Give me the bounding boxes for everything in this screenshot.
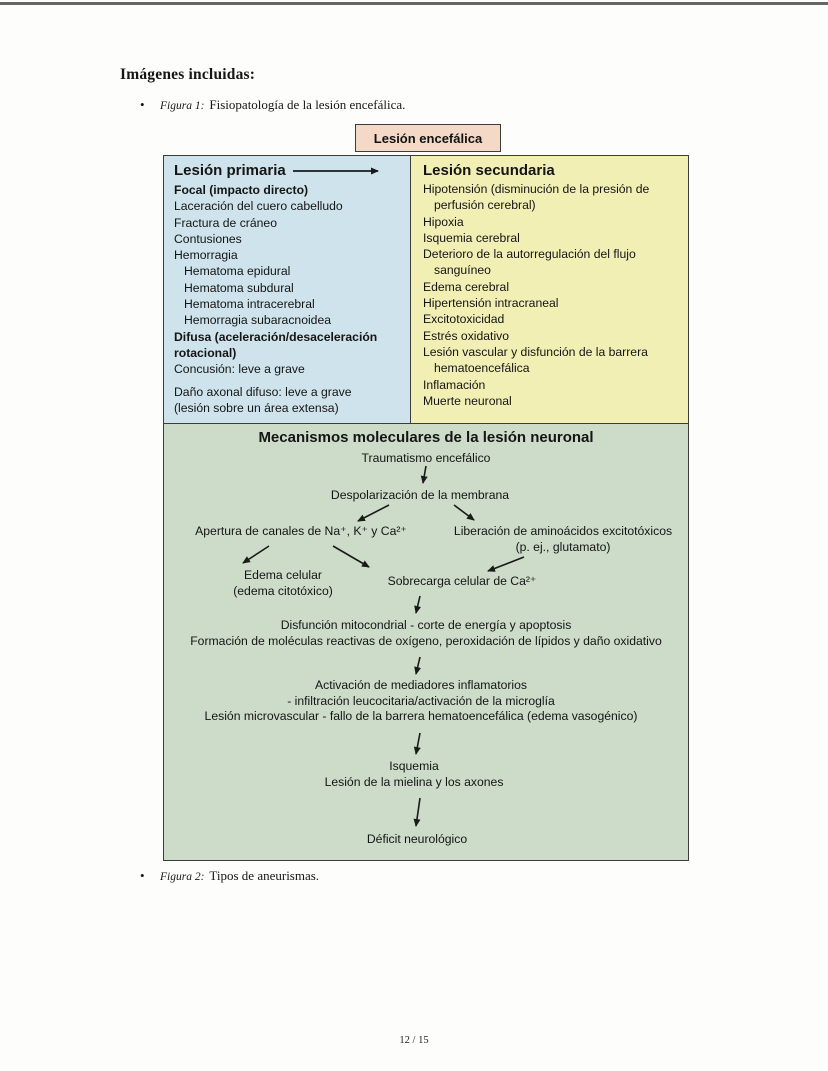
primary-to-secondary-arrow-icon: [292, 165, 388, 177]
list-item: Laceración del cuero cabelludo: [174, 199, 343, 214]
list-item: Lesión vascular y disfunción de la barrera hematoencefálica: [423, 344, 648, 376]
primary-title-row: [174, 162, 404, 179]
list-item: Hemorragia subaracnoidea: [184, 313, 332, 328]
flow-line: Isquemia: [389, 759, 439, 773]
list-item: Difusa (aceleración/desaceleración rotacional): [174, 329, 378, 360]
flow-line: (edema citotóxico): [233, 583, 333, 598]
list-item: Hematoma intracerebral: [184, 297, 315, 312]
flow-node-cell-edema: [233, 568, 333, 599]
bullet-dot: •: [140, 97, 145, 112]
flow-line: Liberación de aminoácidos excitotóxicos: [453, 524, 673, 538]
list-item: Inflamación: [423, 377, 486, 392]
flow-line: Lesión microvascular - fallo de la barrera hematoencefálica (edema vasogénico): [204, 709, 638, 723]
list-item: Concusión: leve a grave: [174, 362, 305, 377]
diagram-title-box: [355, 124, 501, 152]
list-item: Hematoma subdural: [184, 280, 294, 295]
list-item: Hipertensión intracraneal: [423, 296, 559, 311]
flow-line: Disfunción mitocondrial - corte de energía y apoptosis: [280, 618, 572, 632]
list-item: Hipotensión (disminución de la presión de perfusión cerebral): [423, 182, 650, 213]
diagram-title: Lesión encefálica: [373, 130, 483, 146]
flow-node-ca-overload: [388, 574, 537, 590]
figure2-label: Figura 2:: [160, 871, 205, 883]
flow-line: Edema celular: [244, 568, 322, 582]
figure1-label: Figura 1:: [160, 100, 205, 112]
flow-node-trauma: [362, 451, 491, 467]
list-item: Edema cerebral: [423, 279, 510, 294]
flow-node-mitochondrial: [190, 618, 662, 649]
list-item: Focal (impacto directo): [174, 183, 309, 197]
flow-line: - infiltración leucocitaria/activación de la microglía: [287, 693, 555, 708]
page-number: 12 / 15: [399, 1035, 429, 1046]
figure1-caption: Fisiopatología de la lesión encefálica.: [209, 97, 406, 112]
primary-title: Lesión primaria: [174, 162, 286, 179]
list-item: Hemorragia: [174, 248, 238, 263]
flow-node-inflammation: [205, 678, 638, 725]
flow-line: Apertura de canales de Na⁺, K⁺ y Ca²⁺: [195, 524, 407, 538]
list-item: (lesión sobre un área extensa): [174, 400, 339, 415]
flow-node-depolarization: [331, 488, 509, 504]
primary-list: [174, 182, 404, 416]
list-item: Fractura de cráneo: [174, 215, 277, 230]
flow-node-ischemia: [325, 759, 504, 790]
flow-node-deficit: [367, 832, 467, 848]
figure2-bullet: [140, 868, 319, 884]
secondary-injury-panel: [411, 156, 688, 423]
molecular-mechanisms-panel: [164, 423, 688, 860]
flow-line: Formación de moléculas reactivas de oxígeno, peroxidación de lípidos y daño oxidativo: [190, 633, 662, 648]
secondary-list: [423, 181, 680, 409]
flow-node-excitotoxins: [454, 524, 672, 555]
secondary-title: Lesión secundaria: [423, 162, 555, 179]
flow-line: (p. ej., glutamato): [515, 539, 611, 554]
flow-line: Déficit neurológico: [366, 832, 468, 846]
flow-line: Despolarización de la membrana: [330, 488, 510, 502]
list-item: Contusiones: [174, 231, 242, 246]
flow-line: Activación de mediadores inflamatorios: [314, 678, 528, 692]
figure-frame: [163, 155, 689, 861]
list-item: Hematoma epidural: [184, 264, 291, 279]
page-top-edge: [0, 2, 828, 5]
list-item: Muerte neuronal: [423, 393, 512, 408]
list-item: Estrés oxidativo: [423, 328, 510, 343]
list-item: Deterioro de la autorregulación del flujo sanguíneo: [423, 247, 636, 278]
section-heading: Imágenes incluidas:: [120, 66, 256, 83]
flow-line: Traumatismo encefálico: [361, 451, 491, 465]
list-item: Daño axonal difuso: leve a grave: [174, 384, 352, 399]
secondary-title-row: [423, 162, 680, 179]
primary-injury-panel: [164, 156, 411, 423]
flow-line: Sobrecarga celular de Ca²⁺: [387, 574, 537, 588]
bullet-dot: •: [140, 868, 145, 883]
list-item: Excitotoxicidad: [423, 312, 505, 327]
figure2-caption: Tipos de aneurismas.: [209, 868, 320, 883]
list-item: Hipoxia: [423, 214, 464, 229]
injury-panels-row: [164, 156, 688, 423]
flow-node-ion-channels: [195, 524, 407, 540]
flow-line: Lesión de la mielina y los axones: [324, 774, 504, 789]
mechanisms-title: Mecanismos moleculares de la lesión neuronal: [258, 429, 594, 446]
list-item: Isquemia cerebral: [423, 230, 520, 245]
figure1-bullet: [140, 97, 405, 113]
